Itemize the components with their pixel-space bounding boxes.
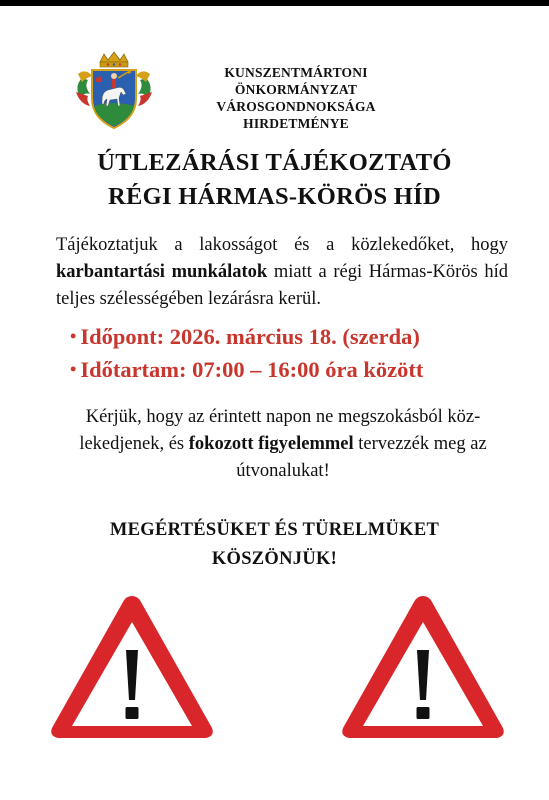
thanks-line-1: MEGÉRTÉSÜKET ÉS TÜRELMÜKET [109, 520, 440, 540]
bullet-icon: • [70, 326, 77, 346]
org-line-3: HIRDETMÉNYE [243, 116, 349, 131]
closure-details [70, 320, 530, 386]
notice-title [0, 146, 549, 214]
intro-text-2: miatt a régi Hármas-Körös híd teljes szélességében lezárásra kerül. [56, 262, 508, 309]
org-line-2: VÁROSGONDNOKSÁGA [216, 99, 376, 114]
request-paragraph [60, 404, 506, 485]
org-line-1: KUNSZENTMÁRTONI ÖNKORMÁNYZAT [224, 65, 368, 97]
closure-date-text: Időpont: 2026. március 18. (szerda) [80, 324, 420, 349]
title-line-2: RÉGI HÁRMAS-KÖRÖS HÍD [108, 183, 441, 210]
closure-date [70, 320, 530, 353]
intro-bold-text: karbantartási munkálatok [56, 262, 268, 282]
top-border [0, 0, 549, 6]
intro-text-1: Tájékoztatjuk a lakosságot és a közlekedőket, hogy [56, 235, 508, 255]
town-coat-of-arms-icon [72, 48, 156, 132]
warning-triangle-icon [337, 588, 509, 744]
request-text-1: Kérjük, hogy az érintett napon ne megszokásból köz-lekedjenek, és [79, 407, 481, 454]
intro-paragraph [56, 232, 508, 313]
request-text-2: tervezzék meg az útvonalukat! [236, 434, 487, 481]
thank-you-message [0, 516, 549, 574]
thanks-line-2: KÖSZÖNJÜK! [211, 549, 338, 569]
warning-triangle-icon [46, 588, 218, 744]
bullet-icon: • [70, 359, 77, 379]
closure-duration-text: Időtartam: 07:00 – 16:00 óra között [80, 357, 424, 382]
request-bold-text: fokozott figyelemmel [188, 434, 354, 454]
title-line-1: ÚTLEZÁRÁSI TÁJÉKOZTATÓ [97, 149, 452, 176]
closure-duration [70, 353, 530, 386]
issuing-organization [166, 64, 426, 132]
